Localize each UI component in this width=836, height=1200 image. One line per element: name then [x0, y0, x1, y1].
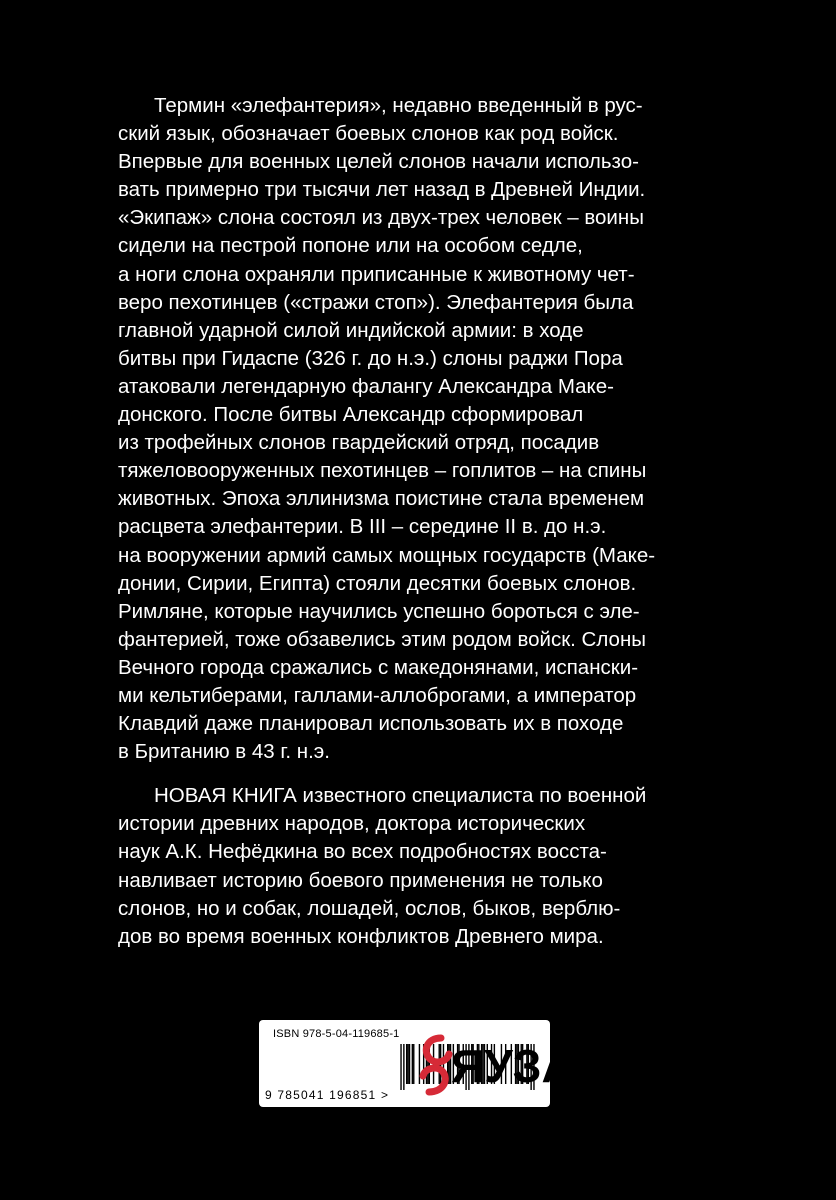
barcode-bar	[403, 1044, 404, 1090]
barcode-bar	[406, 1044, 407, 1084]
publisher-logo-text: ЯУЗА	[451, 1040, 575, 1092]
text-line: сидели на пестрой попоне или на особом седле,	[118, 234, 583, 258]
publisher-logo	[419, 1032, 575, 1098]
text-line: Клавдий даже планировал использовать их в походе	[118, 712, 624, 736]
text-line: Термин «элефантерия», недавно введенный в рус-	[154, 94, 643, 117]
text-line: НОВАЯ КНИГА известного специалиста по военной	[154, 784, 647, 808]
text-line: донского. После битвы Александр сформировал	[118, 403, 584, 427]
text-line: слонов, но и собак, лошадей, ослов, быков, верблю-	[118, 896, 621, 920]
barcode-bar	[413, 1044, 414, 1084]
description-paragraph-2	[118, 782, 686, 951]
barcode-number: 9 785041 196851 >	[265, 1088, 390, 1102]
text-line: «Экипаж» слона состоял из двух-трех человек – воины	[118, 206, 644, 230]
text-line: дов во время военных конфликтов Древнего мира.	[118, 924, 604, 948]
text-line: Римляне, которые научились успешно бороться с эле-	[118, 599, 640, 623]
text-line: атаковали легендарную фалангу Александра Маке-	[118, 374, 614, 398]
text-line: ский язык, обозначает боевых слонов как род войск.	[118, 122, 619, 146]
text-line: в Британию в 43 г. н.э.	[118, 740, 330, 764]
text-line: на вооружении армий самых мощных государств (Маке-	[118, 543, 656, 567]
text-line: веро пехотинцев («стражи стоп»). Элефантерия была	[118, 290, 634, 314]
barcode-bar	[409, 1044, 410, 1084]
text-line: навливает историю боевого применения не только	[118, 868, 603, 892]
text-line: Впервые для военных целей слонов начали использо-	[118, 150, 639, 174]
text-line: ми кельтиберами, галлами-аллоброгами, а император	[118, 683, 637, 707]
text-line: животных. Эпоха эллинизма поистине стала временем	[118, 487, 645, 511]
barcode-panel	[259, 1020, 575, 1107]
text-line: истории древних народов, доктора исторических	[118, 812, 586, 836]
text-line: битвы при Гидаспе (326 г. до н.э.) слоны раджи Пора	[118, 346, 623, 370]
text-line: Вечного города сражались с македонянами, испански-	[118, 655, 639, 679]
text-line: из трофейных слонов гвардейский отряд, посадив	[118, 431, 600, 455]
isbn-label: ISBN 978-5-04-119685-1	[273, 1028, 400, 1040]
text-line: главной ударной силой индийской армии: в ходе	[118, 318, 584, 342]
publisher-swirl-icon	[423, 1038, 449, 1092]
barcode-bar	[407, 1044, 408, 1084]
text-line: донии, Сирии, Египта) стояли десятки боевых слонов.	[118, 571, 637, 595]
text-line: а ноги слона охраняли приписанные к животному чет-	[118, 262, 635, 286]
barcode-bar	[412, 1044, 413, 1084]
text-line: вать примерно три тысячи лет назад в Древней Индии.	[118, 178, 646, 202]
barcode-bar	[400, 1044, 401, 1090]
back-cover-description	[118, 92, 686, 951]
text-line: тяжеловооруженных пехотинцев – гоплитов – на спины	[118, 459, 647, 483]
text-line: расцвета элефантерии. В III – середине II в. до н.э.	[118, 515, 607, 539]
text-line: наук А.К. Нефёдкина во всех подробностях восста-	[118, 840, 607, 864]
text-line: фантерией, тоже обзавелись этим родом войск. Слоны	[118, 627, 647, 651]
description-paragraph-1	[118, 92, 686, 766]
